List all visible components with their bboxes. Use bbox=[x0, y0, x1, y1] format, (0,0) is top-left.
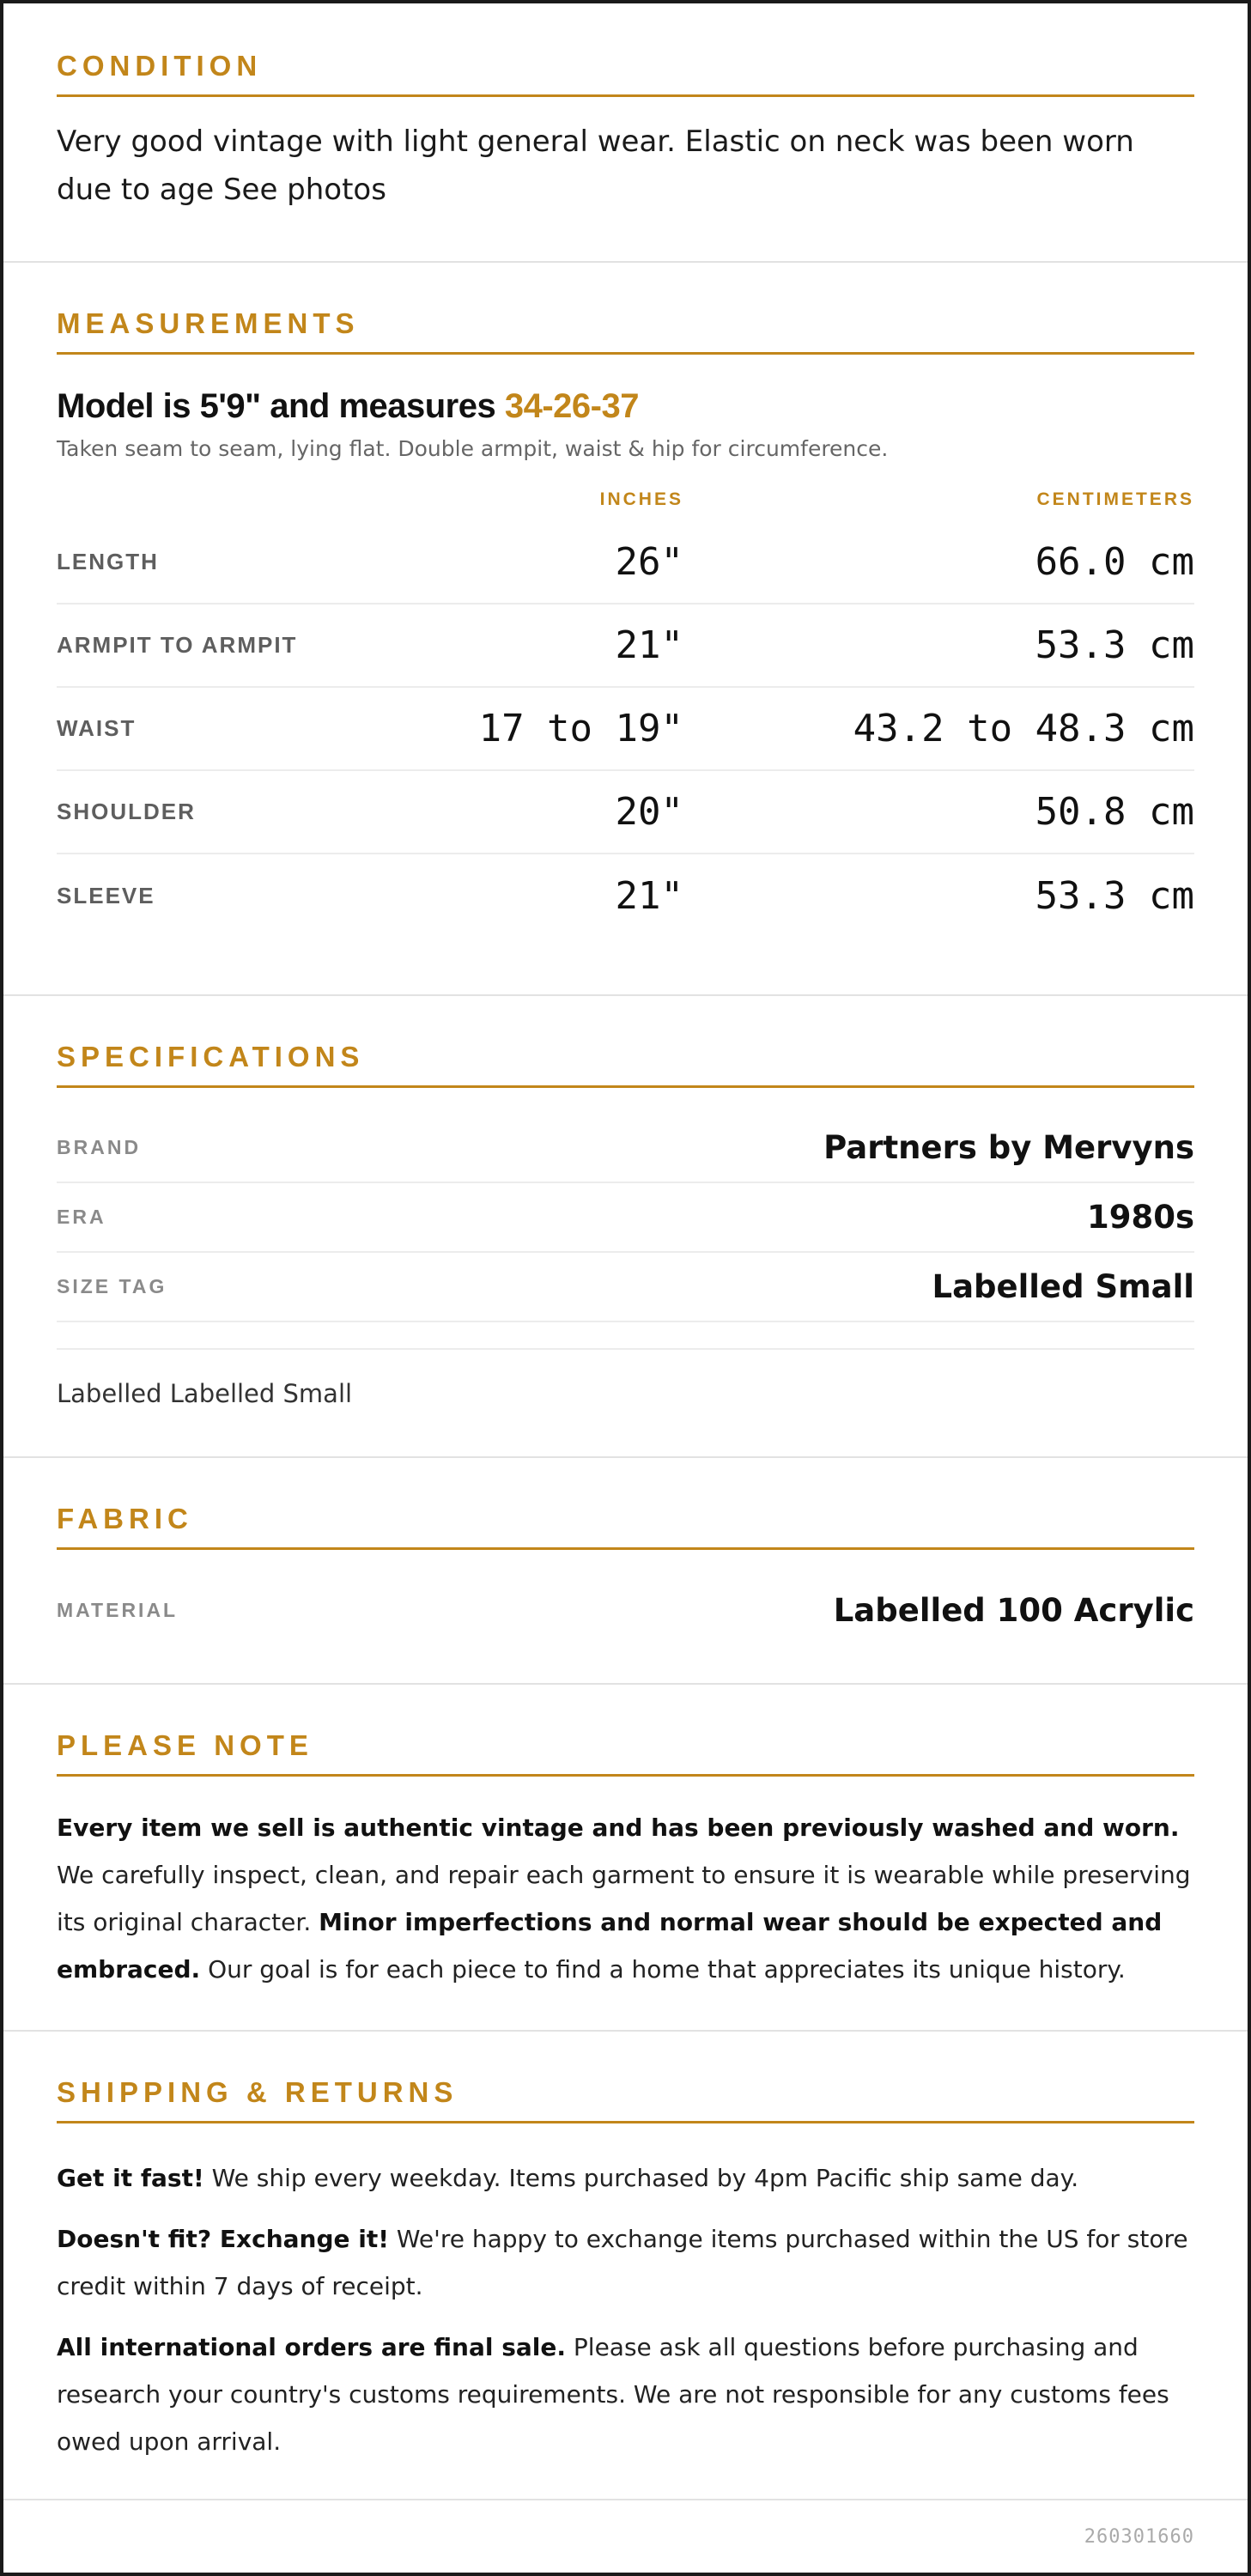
please-note-heading: PLEASE NOTE bbox=[57, 1729, 1194, 1777]
fabric-section bbox=[3, 1458, 1248, 1685]
condition-section bbox=[3, 3, 1248, 263]
spec-row-era bbox=[57, 1183, 1194, 1253]
size-note: Labelled Labelled Small bbox=[57, 1379, 353, 1408]
shipping-heading: SHIPPING & RETURNS bbox=[57, 2076, 1194, 2123]
measurements-heading: MEASUREMENTS bbox=[57, 307, 1194, 355]
please-note-section bbox=[3, 1685, 1248, 2032]
spec-row-material bbox=[57, 1576, 1194, 1645]
model-prefix: Model is 5'9" and measures bbox=[57, 387, 505, 425]
inches-column-header: INCHES bbox=[599, 489, 683, 509]
ship-text: We're happy to exchange items purchased within the US for store credit within 7 days of receipt. bbox=[57, 2225, 1188, 2300]
spec-label: ERA bbox=[57, 1206, 106, 1228]
international-paragraph bbox=[57, 2324, 1194, 2465]
spec-label: BRAND bbox=[57, 1136, 142, 1158]
spec-value: Partners by Mervyns bbox=[823, 1129, 1194, 1166]
table-row bbox=[57, 771, 1194, 854]
model-measures-value: 34-26-37 bbox=[504, 387, 639, 425]
table-row bbox=[57, 854, 1194, 938]
specifications-heading: SPECIFICATIONS bbox=[57, 1041, 1194, 1088]
specifications-section bbox=[3, 996, 1248, 1458]
ship-bold: Get it fast! bbox=[57, 2164, 204, 2192]
measurements-table bbox=[57, 521, 1194, 938]
measurement-inches: 26" bbox=[615, 540, 683, 584]
note-bold-1: Every item we sell is authentic vintage and has been previously washed and worn. bbox=[57, 1814, 1180, 1842]
measurement-inches: 21" bbox=[615, 623, 683, 667]
fabric-heading: FABRIC bbox=[57, 1503, 1194, 1550]
measurement-inches: 17 to 19" bbox=[478, 707, 683, 750]
model-measurements bbox=[57, 387, 1194, 426]
ship-text: We ship every weekday. Items purchased by 4pm Pacific ship same day. bbox=[203, 2164, 1079, 2192]
exchange-paragraph bbox=[57, 2215, 1194, 2310]
measurements-subtitle: Taken seam to seam, lying flat. Double armpit, waist & hip for circumference. bbox=[57, 436, 889, 461]
measurement-label: SHOULDER bbox=[57, 799, 196, 824]
sku-number: 260301660 bbox=[1084, 2525, 1194, 2548]
spec-label: MATERIAL bbox=[57, 1599, 179, 1621]
note-text-2: Our goal is for each piece to find a home that appreciates its unique history. bbox=[200, 1955, 1126, 1984]
spec-value: Labelled 100 Acrylic bbox=[833, 1592, 1194, 1629]
ship-bold: All international orders are final sale. bbox=[57, 2333, 567, 2361]
measurement-cm: 50.8 cm bbox=[1035, 790, 1194, 834]
spec-row-brand bbox=[57, 1114, 1194, 1183]
footer bbox=[3, 2500, 1248, 2573]
spec-row-size-tag bbox=[57, 1253, 1194, 1322]
measurement-cm: 53.3 cm bbox=[1035, 623, 1194, 667]
note-text-1: We carefully inspect, clean, and repair each garment to ensure it is wearable while preserving its original character. bbox=[57, 1861, 1191, 1936]
condition-heading: CONDITION bbox=[57, 50, 1194, 97]
condition-description: Very good vintage with light general wear. Elastic on neck was been worn due to age See photos bbox=[57, 125, 1134, 207]
table-row bbox=[57, 688, 1194, 771]
shipping-section bbox=[3, 2032, 1248, 2500]
measurement-label: WAIST bbox=[57, 715, 137, 741]
table-row bbox=[57, 605, 1194, 688]
measurement-label: SLEEVE bbox=[57, 883, 155, 908]
note-bold-2: Minor imperfections and normal wear should be expected and embraced. bbox=[57, 1908, 1163, 1984]
spec-value: Labelled Small bbox=[932, 1268, 1194, 1305]
shipping-paragraph bbox=[57, 2154, 1194, 2202]
ship-text: Please ask all questions before purchasing and research your country's customs requirements. We are not responsible for any customs fees owed upon arrival. bbox=[57, 2333, 1169, 2456]
measurement-inches: 20" bbox=[615, 790, 683, 834]
divider bbox=[57, 1322, 1194, 1350]
measurement-cm: 53.3 cm bbox=[1035, 874, 1194, 918]
specifications-list bbox=[57, 1114, 1194, 1350]
measurement-cm: 66.0 cm bbox=[1035, 540, 1194, 584]
please-note-text bbox=[57, 1804, 1194, 1993]
spec-label: SIZE TAG bbox=[57, 1275, 167, 1297]
spec-value: 1980s bbox=[1086, 1199, 1194, 1236]
ship-bold: Doesn't fit? Exchange it! bbox=[57, 2225, 389, 2253]
measurement-cm: 43.2 to 48.3 cm bbox=[853, 707, 1194, 750]
measurement-label: ARMPIT TO ARMPIT bbox=[57, 632, 298, 658]
measurement-inches: 21" bbox=[615, 874, 683, 918]
measurements-table-header bbox=[57, 487, 1194, 513]
centimeters-column-header: CENTIMETERS bbox=[1036, 489, 1194, 509]
measurement-label: LENGTH bbox=[57, 549, 159, 574]
table-row bbox=[57, 521, 1194, 605]
product-details-page bbox=[3, 3, 1248, 2573]
measurements-section bbox=[3, 263, 1248, 996]
